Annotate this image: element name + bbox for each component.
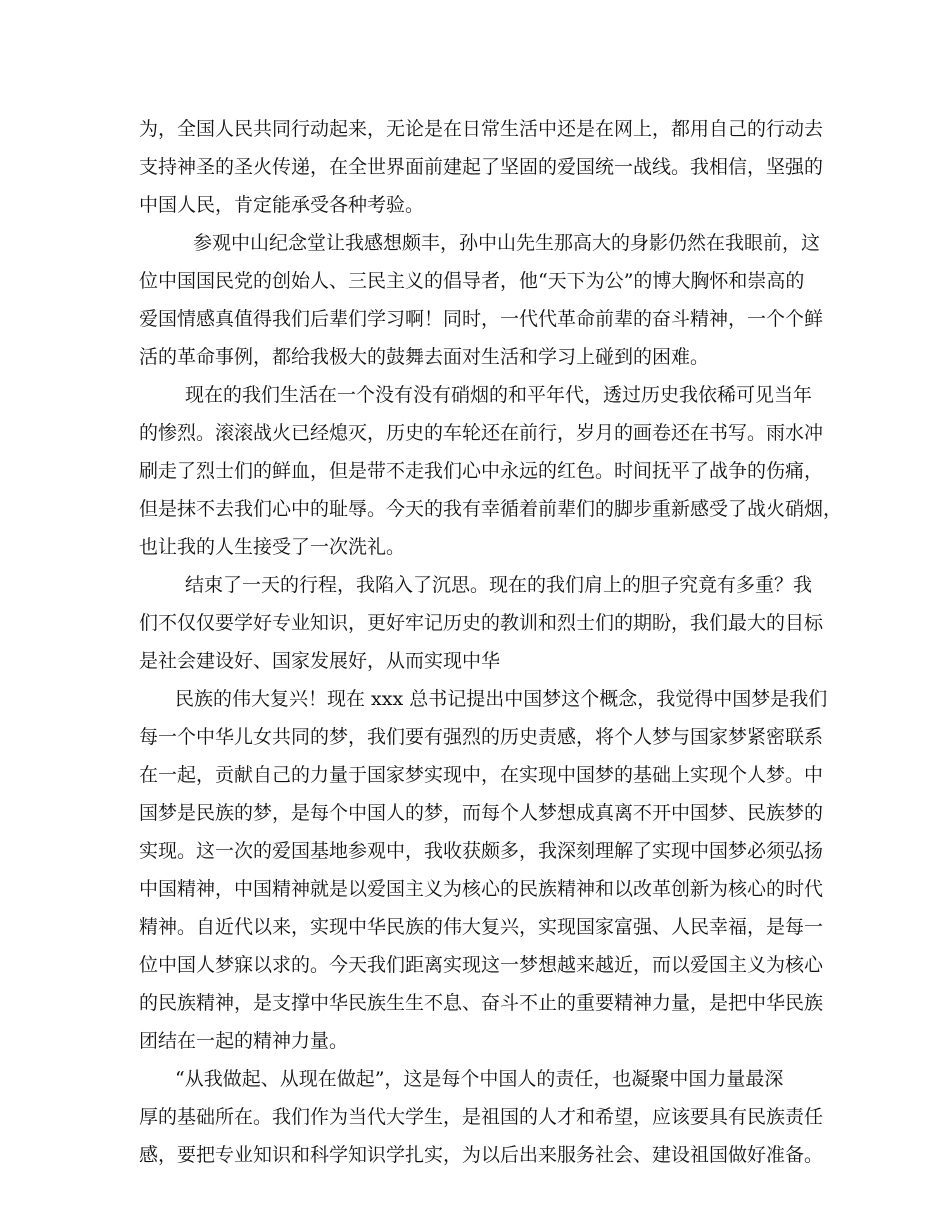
text-line: 支持神圣的圣火传递，在全世界面前建起了坚固的爱国统一战线。我相信，坚强的 xyxy=(139,156,824,178)
text-line: 每一个中华儿女共同的梦，我们要有强烈的历史责感，将个人梦与国家梦紧密联系 xyxy=(139,726,824,748)
text-line: 刷走了烈士们的鲜血，但是带不走我们心中永远的红色。时间抚平了战争的伤痛， xyxy=(139,460,824,482)
text-line: 结束了一天的行程，我陷入了沉思。现在的我们肩上的胆子究竟有多重？我 xyxy=(185,574,813,596)
text-line: 感，要把专业知识和科学知识学扎实，为以后出来服务社会、建设祖国做好准备。 xyxy=(139,1144,824,1166)
text-line: 为，全国人民共同行动起来，无论是在日常生活中还是在网上，都用自己的行动去 xyxy=(139,118,824,140)
text-line: 是社会建设好、国家发展好，从而实现中华 xyxy=(139,650,501,672)
text-line: 实现。这一次的爱国基地参观中，我收获颇多，我深刻理解了实现中国梦必须弘扬 xyxy=(139,840,824,862)
text-line: 在一起，贡献自己的力量于国家梦实现中，在实现中国梦的基础上实现个人梦。中 xyxy=(139,764,824,786)
text-line: 现在的我们生活在一个没有没有硝烟的和平年代，透过历史我依稀可见当年 xyxy=(185,384,813,406)
text-line: 中国人民，肯定能承受各种考验。 xyxy=(139,194,425,216)
text-line: 但是抹不去我们心中的耻辱。今天的我有幸循着前辈们的脚步重新感受了战火硝烟， xyxy=(139,498,843,520)
text-line: 们不仅仅要学好专业知识，更好牢记历史的教训和烈士们的期盼，我们最大的目标 xyxy=(139,612,824,634)
text-line: 的惨烈。滚滚战火已经熄灭，历史的车轮还在前行，岁月的画卷还在书写。雨水冲 xyxy=(139,422,824,444)
text-line: 厚的基础所在。我们作为当代大学生，是祖国的人才和希望，应该要具有民族责任 xyxy=(139,1106,824,1128)
text-line: 位中国人梦寐以求的。今天我们距离实现这一梦想越来越近，而以爱国主义为核心 xyxy=(139,954,824,976)
text-line: 中国精神，中国精神就是以爱国主义为核心的民族精神和以改革创新为核心的时代 xyxy=(139,878,824,900)
text-line: 也让我的人生接受了一次洗礼。 xyxy=(139,536,406,558)
text-line: 爱国情感真值得我们后辈们学习啊！同时，一代代革命前辈的奋斗精神，一个个鲜 xyxy=(139,308,824,330)
text-line: 民族的伟大复兴！现在 xxx 总书记提出中国梦这个概念，我觉得中国梦是我们 xyxy=(175,688,828,710)
text-line: 国梦是民族的梦，是每个中国人的梦，而每个人梦想成真离不开中国梦、民族梦的 xyxy=(139,802,824,824)
text-line: 精神。自近代以来，实现中华民族的伟大复兴，实现国家富强、人民幸福，是每一 xyxy=(139,916,824,938)
text-line: 的民族精神，是支撑中华民族生生不息、奋斗不止的重要精神力量，是把中华民族 xyxy=(139,992,824,1014)
text-line: 团结在一起的精神力量。 xyxy=(139,1030,349,1052)
text-line: 参观中山纪念堂让我感想颇丰，孙中山先生那高大的身影仍然在我眼前，这 xyxy=(193,232,821,254)
text-line: 活的革命事例，都给我极大的鼓舞去面对生活和学习上碰到的困难。 xyxy=(139,346,710,368)
text-line: 位中国国民党的创始人、三民主义的倡导者，他“天下为公”的博大胸怀和崇高的 xyxy=(139,270,805,292)
text-line: “从我做起、从现在做起”，这是每个中国人的责任，也凝聚中国力量最深 xyxy=(175,1068,784,1090)
